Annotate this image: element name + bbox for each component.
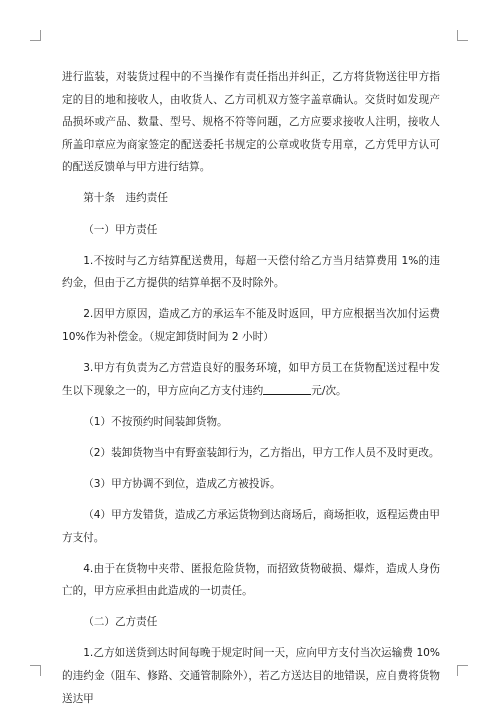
clause-a-1: 1.不按时与乙方结算配送费用，每超一天偿付给乙方当月结算费用 1%的违约金，但由于乙方提供的结算单据不及时除外。 — [62, 254, 440, 290]
clause-a-3-unit: 元/次。 — [311, 384, 347, 397]
clause-a-3-item-2: （2）装卸货物当中有野蛮装卸行为，乙方指出，甲方工作人员不及时更改。 — [83, 446, 440, 459]
crop-mark-bottom-right — [457, 665, 468, 676]
clause-a-2: 2.因甲方原因，造成乙方的承运车不能及时返回，甲方应根据当次加付运费 10%作为补偿金。（规定卸货时间为 2 小时） — [62, 308, 440, 343]
section-heading-party-b: （二）乙方责任 — [83, 616, 158, 629]
clause-a-3-item-1: （1）不按预约时间装卸货物。 — [83, 415, 228, 428]
clause-a-3-item-4: （4）甲方发错货，造成乙方承运货物到达商场后，商场拒收，返程运费由甲方支付。 — [62, 509, 440, 544]
crop-mark-top-left — [30, 30, 41, 41]
crop-mark-bottom-left — [30, 665, 41, 676]
section-heading-party-a: （一）甲方责任 — [83, 223, 158, 236]
clause-a-3-text: 3.甲方有负责为乙方营造良好的服务环境，如甲方员工在货物配送过程中发生以下现象之一的，甲方应向乙方支付违约 — [62, 362, 440, 397]
fill-in-blank[interactable] — [263, 382, 311, 395]
clause-b-1: 1.乙方如送货到达时间每晚于规定时间一天，应向甲方支付当次运输费 10%的违约金（阻车、修路、交通管制除外），若乙方送达目的地错误，应自费将货物送达甲 — [62, 647, 440, 705]
crop-mark-top-right — [457, 30, 468, 41]
article-heading: 第十条 违约责任 — [83, 192, 168, 205]
paragraph-continuation: 进行监装，对装货过程中的不当操作有责任指出并纠正，乙方将货物送往甲方指定的目的地和接收人，由收货人、乙方司机双方签字盖章确认。交货时如发现产品损坏或产品、数量、型号、规格不符等问题，乙方应要求接收人注明，接收人所盖印章应为商家签定的配送委托书规定的公章或收货专用章，乙方凭甲方认可的配送反馈单与甲方进行结算。 — [62, 71, 440, 174]
clause-a-3-item-3: （3）甲方协调不到位，造成乙方被投诉。 — [83, 477, 281, 490]
document-body — [62, 66, 440, 719]
clause-a-4: 4.由于在货物中夹带、匿报危险货物，而招致货物破损、爆炸，造成人身伤亡的，甲方应承担由此造成的一切责任。 — [62, 562, 440, 598]
clause-a-3 — [62, 357, 440, 402]
